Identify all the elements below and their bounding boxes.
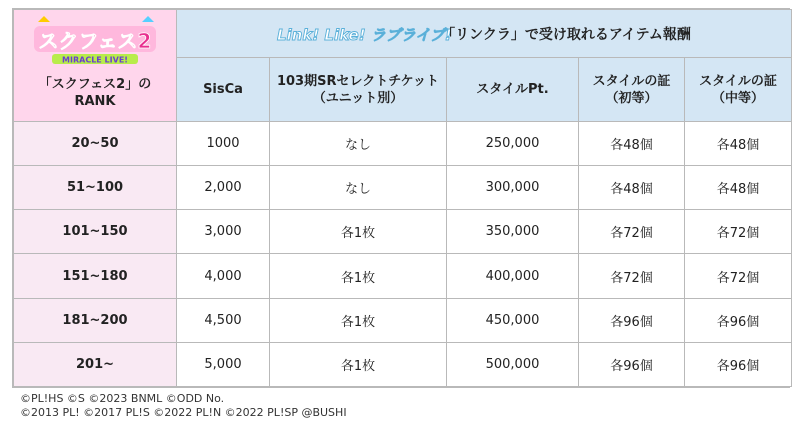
rank-cell: 201~ (14, 342, 177, 386)
style-proof-intermediate-cell: 各72個 (685, 210, 792, 254)
rank-header-line2: RANK (74, 94, 116, 109)
style-proof-intermediate-cell: 各96個 (685, 342, 792, 386)
sr-ticket-cell: 各1枚 (270, 254, 447, 298)
reward-title: 「リンクラ」で受け取れるアイテム報酬 (441, 26, 691, 43)
reward-table (13, 9, 792, 387)
style-proof-intermediate-cell: 各72個 (685, 254, 792, 298)
rank-header-label (14, 70, 176, 120)
sisca-cell: 4,000 (177, 254, 270, 298)
copyright-footer (20, 392, 347, 420)
style-proof-basic-cell: 各48個 (579, 166, 685, 210)
sisca-cell: 2,000 (177, 166, 270, 210)
style-proof-basic-cell: 各96個 (579, 342, 685, 386)
sisca-cell: 4,500 (177, 298, 270, 342)
table-row (14, 210, 792, 254)
table-row (14, 166, 792, 210)
sisca-cell: 3,000 (177, 210, 270, 254)
rank-cell: 151~180 (14, 254, 177, 298)
table-row (14, 122, 792, 166)
link-like-logo (277, 23, 452, 45)
column-header-sisca: SisCa (177, 58, 270, 122)
style-proof-basic-cell: 各96個 (579, 298, 685, 342)
style-proof-intermediate-cell: 各96個 (685, 298, 792, 342)
rank-cell: 20~50 (14, 122, 177, 166)
game-logo (14, 10, 176, 70)
style-proof-intermediate-cell: 各48個 (685, 122, 792, 166)
style-proof-basic-cell: 各72個 (579, 210, 685, 254)
style-proof-intermediate-cell: 各48個 (685, 166, 792, 210)
rank-header-line1: 「スクフェス2」の (38, 77, 152, 92)
style-proof-basic-cell: 各72個 (579, 254, 685, 298)
game-logo-text: スクフェス2 (38, 29, 152, 53)
column-header-style-pt: スタイルPt. (447, 58, 579, 122)
reward-header-cell (177, 10, 792, 58)
rank-header-cell (14, 10, 177, 122)
style-pt-cell: 400,000 (447, 254, 579, 298)
style-pt-cell: 250,000 (447, 122, 579, 166)
table-row (14, 298, 792, 342)
column-header-sr-ticket: 103期SRセレクトチケット （ユニット別） (270, 58, 447, 122)
table-row (14, 254, 792, 298)
rank-cell: 181~200 (14, 298, 177, 342)
style-pt-cell: 350,000 (447, 210, 579, 254)
sif2-logo-icon (30, 12, 160, 68)
sr-ticket-cell: 各1枚 (270, 210, 447, 254)
column-header-style-proof-intermediate: スタイルの証 （中等） (685, 58, 792, 122)
sisca-cell: 1000 (177, 122, 270, 166)
link-like-logo-icon (277, 23, 452, 45)
style-pt-cell: 500,000 (447, 342, 579, 386)
rank-cell: 51~100 (14, 166, 177, 210)
sisca-cell: 5,000 (177, 342, 270, 386)
rank-cell: 101~150 (14, 210, 177, 254)
reward-table-container (12, 8, 790, 388)
sr-ticket-cell: 各1枚 (270, 298, 447, 342)
column-header-style-proof-basic: スタイルの証 （初等） (579, 58, 685, 122)
copyright-line2: ©2013 PL! ©2017 PL!S ©2022 PL!N ©2022 PL!SP @BUSHI (20, 406, 347, 419)
brand-logo-text: Link! Like! ラブライブ! (277, 25, 452, 44)
sr-ticket-cell: なし (270, 122, 447, 166)
table-row (14, 342, 792, 386)
style-pt-cell: 450,000 (447, 298, 579, 342)
style-proof-basic-cell: 各48個 (579, 122, 685, 166)
style-pt-cell: 300,000 (447, 166, 579, 210)
sr-ticket-cell: 各1枚 (270, 342, 447, 386)
game-logo-sub: MIRACLE LIVE! (62, 55, 128, 65)
sr-ticket-cell: なし (270, 166, 447, 210)
copyright-line1: ©PL!HS ©S ©2023 BNML ©ODD No. (20, 392, 225, 405)
